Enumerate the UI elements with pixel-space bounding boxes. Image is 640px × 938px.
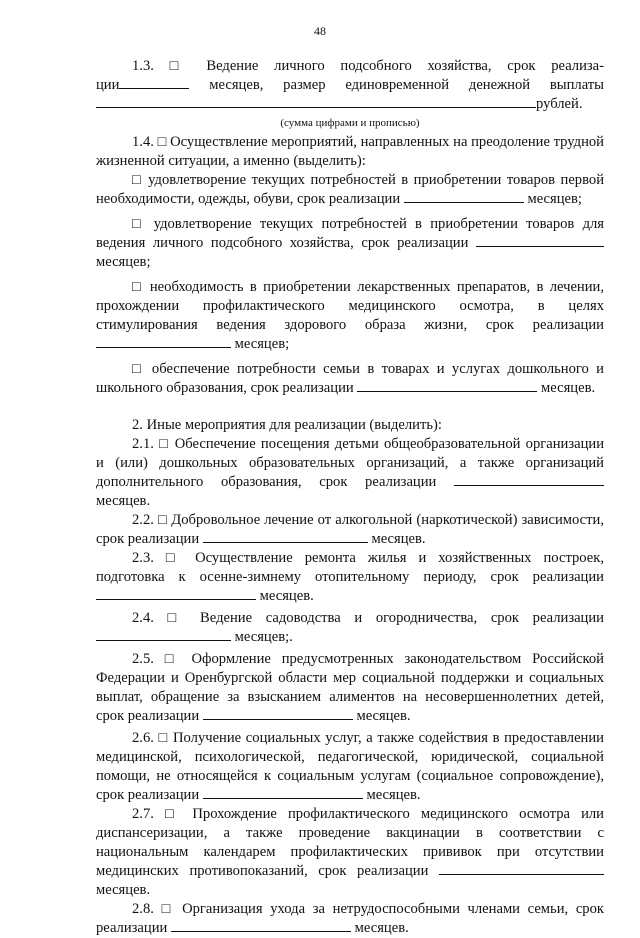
item-2-3-suffix: месяцев.	[259, 588, 314, 604]
item-2-5-suffix: месяцев.	[356, 708, 411, 724]
item-2-4-text: 2.4. □ Ведение садоводства и огородничества, срок реализации	[132, 610, 604, 626]
page-number: 48	[314, 24, 326, 38]
option-3-suffix: месяцев;	[234, 336, 290, 352]
item-1-3-line1	[96, 57, 604, 76]
option-1-text: □ удовлетворение текущих потребностей в приобретении товаров первой необходимости, одежды, обуви, срок реализации	[96, 172, 604, 207]
term-blank[interactable]	[203, 530, 368, 543]
item-2-1-suffix: месяцев.	[96, 493, 151, 509]
item-1-3-prefix: ции	[96, 77, 120, 93]
section-2-title: 2. Иные мероприятия для реализации (выделить):	[132, 417, 442, 433]
item-2-5-text: 2.5. □ Оформление предусмотренных законодательством Российской Федерации и Оренбургской области мер социальной поддержки и социальных выплат, обращение за взысканием алиментов на несовершеннолетних детей, срок реализации	[96, 651, 604, 724]
term-blank[interactable]	[203, 786, 363, 799]
item-2-3-text: 2.3. □ Осуществление ремонта жилья и хозяйственных построек, подготовка к осенне-зимнему отопительному периоду, срок реализации	[96, 550, 604, 585]
item-1-4-option-4	[96, 360, 604, 398]
term-blank[interactable]	[119, 76, 189, 89]
term-blank[interactable]	[96, 628, 231, 641]
term-blank[interactable]	[96, 587, 256, 600]
item-2-7	[96, 805, 604, 900]
option-3-text: □ необходимость в приобретении лекарственных препаратов, в лечении, прохождении профилактического медицинского осмотра, в целях стимулирования ведения здорового образа жизни, срок реализации	[96, 279, 604, 333]
item-2-4-suffix: месяцев;.	[234, 629, 293, 645]
item-1-4-option-3	[96, 278, 604, 354]
item-2-6-text: 2.6. □ Получение социальных услуг, а также содействия в предоставлении медицинской, психологической, педагогической, юридической, социальной помощи, не относящейся к социальным услугам (социальное сопровождение), срок реализации	[96, 730, 604, 803]
item-1-4-option-2	[96, 215, 604, 272]
item-1-3-term-text: месяцев, размер единовременной денежной выплаты	[209, 77, 604, 93]
term-blank[interactable]	[357, 379, 537, 392]
sum-blank[interactable]	[96, 95, 536, 108]
term-blank[interactable]	[171, 919, 351, 932]
term-blank[interactable]	[439, 862, 604, 875]
option-4-suffix: месяцев.	[541, 380, 596, 396]
item-1-3-line2	[96, 76, 604, 95]
term-blank[interactable]	[454, 473, 604, 486]
term-blank[interactable]	[96, 335, 231, 348]
item-1-3-line3	[96, 95, 604, 114]
term-blank[interactable]	[476, 234, 604, 247]
item-2-1	[96, 435, 604, 511]
item-2-4	[96, 609, 604, 647]
sum-caption: (сумма цифрами и прописью)	[280, 117, 420, 129]
item-2-7-suffix: месяцев.	[96, 882, 151, 898]
option-2-suffix: месяцев;	[96, 254, 151, 270]
item-1-3-text: 1.3. □ Ведение личного подсобного хозяйства, срок реализа-	[132, 58, 604, 74]
option-4-text: □ обеспечение потребности семьи в товарах и услугах дошкольного и школьного образования, срок реализации	[96, 361, 604, 396]
item-2-1-text: 2.1. □ Обеспечение посещения детьми общеобразовательной организации и (или) дошкольных образовательных организаций, а также организаций дополнительного образования, срок реализации	[96, 436, 604, 490]
item-2-2-suffix: месяцев.	[371, 531, 426, 547]
term-blank[interactable]	[404, 190, 524, 203]
item-2-6	[96, 729, 604, 805]
item-1-3-rubles: рублей.	[536, 96, 583, 112]
item-2-8-text: 2.8. □ Организация ухода за нетрудоспособными членами семьи, срок реализации	[96, 901, 604, 936]
item-2-7-text: 2.7. □ Прохождение профилактического медицинского осмотра или диспансеризации, а также проведение вакцинации в соответствии с национальным календарем профилактических прививок при отсутствии медицинских противопоказаний, срок реализации	[96, 806, 604, 879]
item-2-2	[96, 511, 604, 549]
term-blank[interactable]	[203, 707, 353, 720]
item-2-3	[96, 549, 604, 606]
item-2-2-text: 2.2. □ Добровольное лечение от алкогольной (наркотической) зависимости, срок реализации	[96, 512, 604, 547]
option-2-text: □ удовлетворение текущих потребностей в приобретении товаров для ведения личного подсобного хозяйства, срок реализации	[96, 216, 604, 251]
option-1-suffix: месяцев;	[527, 191, 582, 207]
item-2-6-suffix: месяцев.	[366, 787, 421, 803]
item-2-5	[96, 650, 604, 726]
item-1-4-option-1	[96, 171, 604, 209]
item-1-4-intro: 1.4. □ Осуществление мероприятий, направленных на преодоление трудной жизненной ситуации, а именно (выделить):	[96, 134, 604, 169]
item-2-8-suffix: месяцев.	[354, 920, 409, 936]
item-2-8	[96, 900, 604, 938]
